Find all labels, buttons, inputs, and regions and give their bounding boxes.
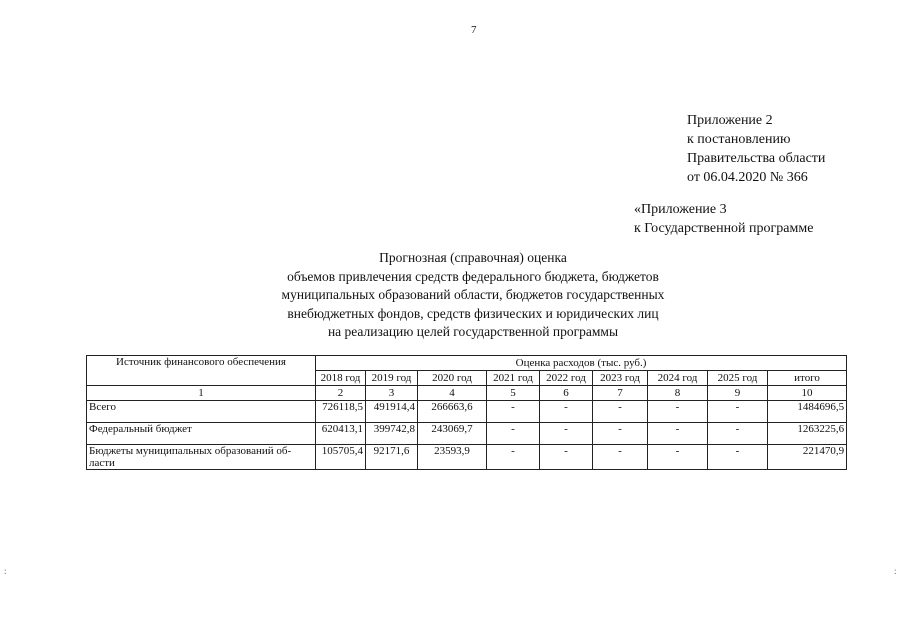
- cell-value: 243069,7: [418, 423, 487, 445]
- cell-value: 491914,4: [366, 401, 418, 423]
- column-number: 7: [593, 386, 648, 401]
- title-line: муниципальных образований области, бюджетов государственных: [281, 287, 665, 302]
- year-header: 2019 год: [366, 371, 418, 386]
- title-line: объемов привлечения средств федерального бюджета, бюджетов: [287, 268, 659, 284]
- cell-value: -: [708, 445, 768, 470]
- cell-value: 221470,9: [768, 445, 847, 470]
- title-line: Прогнозная (справочная) оценка: [379, 250, 567, 265]
- column-number: 9: [708, 386, 768, 401]
- appendix-line: Приложение 2: [687, 113, 773, 128]
- column-number: 6: [540, 386, 593, 401]
- column-number-row: [87, 386, 847, 401]
- financing-table: [86, 355, 847, 470]
- cell-value: -: [708, 423, 768, 445]
- column-number: 5: [487, 386, 540, 401]
- source-header: Источник финансового обеспечения: [87, 356, 316, 386]
- cell-value: -: [648, 401, 708, 423]
- row-name: Всего: [87, 401, 316, 423]
- total-header: итого: [768, 371, 847, 386]
- appendix-line: Правительства области: [687, 151, 826, 166]
- cell-value: 23593,9: [418, 445, 487, 470]
- appendix-line: от 06.04.2020 № 366: [687, 170, 808, 185]
- cell-value: -: [540, 401, 593, 423]
- column-number: 4: [418, 386, 487, 401]
- appendix-header: [687, 111, 825, 187]
- title-line: внебюджетных фондов, средств физических и юридических лиц: [287, 305, 659, 321]
- column-number: 10: [768, 386, 847, 401]
- table-row: [87, 401, 847, 423]
- cell-value: -: [487, 423, 540, 445]
- page-number: 7: [471, 24, 477, 36]
- table-row: [87, 423, 847, 445]
- cell-value: 620413,1: [316, 423, 366, 445]
- year-header: 2021 год: [487, 371, 540, 386]
- year-header: 2022 год: [540, 371, 593, 386]
- appendix3-line: «Приложение 3: [634, 202, 727, 217]
- cell-value: -: [540, 423, 593, 445]
- table-row: [87, 445, 847, 470]
- cell-value: 266663,6: [418, 401, 487, 423]
- year-header: 2025 год: [708, 371, 768, 386]
- row-name: Бюджеты муниципальных образований об-ласти: [87, 445, 316, 470]
- cell-value: -: [593, 445, 648, 470]
- cell-value: -: [708, 401, 768, 423]
- year-header: 2024 год: [648, 371, 708, 386]
- cell-value: -: [593, 401, 648, 423]
- cell-value: -: [540, 445, 593, 470]
- cell-value: 399742,8: [366, 423, 418, 445]
- cell-value: 105705,4: [316, 445, 366, 470]
- appendix3-header: [634, 200, 813, 238]
- column-number: 3: [366, 386, 418, 401]
- cell-value: -: [593, 423, 648, 445]
- year-header: 2023 год: [593, 371, 648, 386]
- cell-value: 726118,5: [316, 401, 366, 423]
- year-header: 2020 год: [418, 371, 487, 386]
- scan-edge-mark: :: [4, 566, 7, 576]
- scan-edge-mark: :: [894, 566, 897, 576]
- appendix3-line: к Государственной программе: [634, 221, 814, 236]
- cell-value: -: [648, 445, 708, 470]
- title-line: на реализацию целей государственной программы: [327, 324, 619, 339]
- cell-value: -: [487, 445, 540, 470]
- appendix-line: к постановлению: [687, 132, 791, 147]
- cell-value: 1263225,6: [768, 423, 847, 445]
- column-number: 2: [316, 386, 366, 401]
- document-title: [230, 249, 716, 342]
- estimate-header: Оценка расходов (тыс. руб.): [316, 356, 847, 371]
- cell-value: -: [648, 423, 708, 445]
- cell-value: 1484696,5: [768, 401, 847, 423]
- cell-value: -: [487, 401, 540, 423]
- year-header: 2018 год: [316, 371, 366, 386]
- column-number: 1: [87, 386, 316, 401]
- row-name: Федеральный бюджет: [87, 423, 316, 445]
- column-number: 8: [648, 386, 708, 401]
- cell-value: 92171,6: [366, 445, 418, 470]
